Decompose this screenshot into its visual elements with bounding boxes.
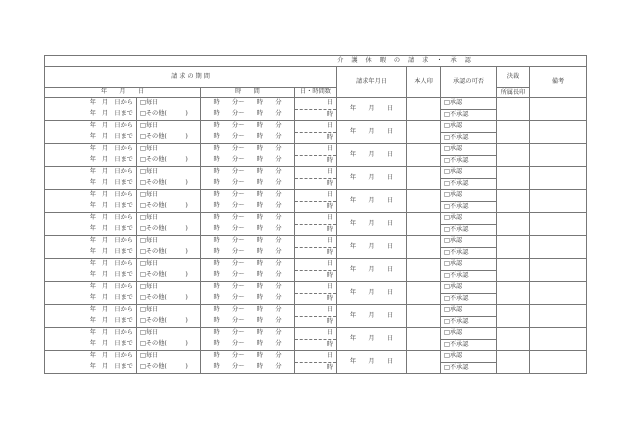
end-time-field[interactable]: 時 分〜 時 分 [201, 362, 295, 374]
remarks-header: 備考 [530, 67, 587, 98]
start-time-field[interactable]: 時 分〜 時 分 [201, 144, 295, 156]
remarks-field[interactable] [530, 328, 587, 351]
approve-checkbox[interactable]: □承認 [441, 282, 497, 294]
reject-checkbox[interactable]: □不承認 [441, 293, 497, 305]
days-field[interactable]: 日 [295, 328, 337, 340]
hours-field[interactable]: 時 [295, 178, 337, 190]
start-time-field[interactable]: 時 分〜 時 分 [201, 282, 295, 294]
seal-field[interactable] [407, 213, 441, 236]
daily-checkbox[interactable]: □毎日 [137, 305, 201, 317]
remarks-field[interactable] [530, 167, 587, 190]
end-time-field[interactable]: 時 分〜 時 分 [201, 109, 295, 121]
end-time-field[interactable]: 時 分〜 時 分 [201, 316, 295, 328]
other-checkbox[interactable]: □その他( ) [137, 109, 201, 121]
form-title: 介 護 休 暇 の 請 求 ・ 承 認 [45, 56, 587, 67]
to-date-field[interactable]: 年 月 日まで [45, 339, 137, 351]
from-date-field[interactable]: 年 月 日から [45, 190, 137, 202]
remarks-field[interactable] [530, 236, 587, 259]
table-row [45, 236, 587, 248]
from-date-field[interactable]: 年 月 日から [45, 328, 137, 340]
approve-checkbox[interactable]: □承認 [441, 305, 497, 317]
request-date-field[interactable]: 年 月 日 [337, 121, 407, 144]
days-field[interactable]: 日 [295, 121, 337, 133]
daily-checkbox[interactable]: □毎日 [137, 328, 201, 340]
reject-checkbox[interactable]: □不承認 [441, 247, 497, 259]
other-checkbox[interactable]: □その他( ) [137, 270, 201, 282]
hours-field[interactable]: 時 [295, 362, 337, 374]
seal-field[interactable] [407, 144, 441, 167]
hours-field[interactable]: 時 [295, 132, 337, 144]
other-checkbox[interactable]: □その他( ) [137, 316, 201, 328]
days-hours-header: 日・時間数 [295, 88, 337, 98]
to-date-field[interactable]: 年 月 日まで [45, 362, 137, 374]
hours-field[interactable]: 時 [295, 155, 337, 167]
start-time-field[interactable]: 時 分〜 時 分 [201, 98, 295, 110]
reject-checkbox[interactable]: □不承認 [441, 155, 497, 167]
seal-field[interactable] [407, 236, 441, 259]
seal-field[interactable] [407, 190, 441, 213]
hours-field[interactable]: 時 [295, 109, 337, 121]
days-field[interactable]: 日 [295, 144, 337, 156]
reject-checkbox[interactable]: □不承認 [441, 201, 497, 213]
end-time-field[interactable]: 時 分〜 時 分 [201, 224, 295, 236]
start-time-field[interactable]: 時 分〜 時 分 [201, 236, 295, 248]
end-time-field[interactable]: 時 分〜 時 分 [201, 339, 295, 351]
dept-head-seal-field[interactable] [497, 98, 530, 121]
end-time-field[interactable]: 時 分〜 時 分 [201, 270, 295, 282]
time-header: 時 間 [201, 88, 295, 98]
other-checkbox[interactable]: □その他( ) [137, 224, 201, 236]
dept-head-seal-field[interactable] [497, 213, 530, 236]
remarks-field[interactable] [530, 213, 587, 236]
table-row [45, 305, 587, 317]
dept-head-seal-field[interactable] [497, 328, 530, 351]
request-date-field[interactable]: 年 月 日 [337, 282, 407, 305]
dept-head-seal-header: 所属長印 [497, 88, 530, 98]
seal-field[interactable] [407, 351, 441, 374]
end-time-field[interactable]: 時 分〜 時 分 [201, 293, 295, 305]
ymd-header: 年 月 日 [45, 88, 201, 98]
daily-checkbox[interactable]: □毎日 [137, 213, 201, 225]
leave-request-form-table [44, 55, 587, 374]
approve-checkbox[interactable]: □承認 [441, 121, 497, 133]
table-row [45, 167, 587, 179]
to-date-field[interactable]: 年 月 日まで [45, 247, 137, 259]
from-date-field[interactable]: 年 月 日から [45, 98, 137, 110]
other-checkbox[interactable]: □その他( ) [137, 178, 201, 190]
reject-checkbox[interactable]: □不承認 [441, 224, 497, 236]
start-time-field[interactable]: 時 分〜 時 分 [201, 328, 295, 340]
daily-checkbox[interactable]: □毎日 [137, 236, 201, 248]
to-date-field[interactable]: 年 月 日まで [45, 201, 137, 213]
approve-checkbox[interactable]: □承認 [441, 167, 497, 179]
table-row [45, 213, 587, 225]
seal-field[interactable] [407, 328, 441, 351]
to-date-field[interactable]: 年 月 日まで [45, 155, 137, 167]
hours-field[interactable]: 時 [295, 339, 337, 351]
daily-checkbox[interactable]: □毎日 [137, 144, 201, 156]
hours-field[interactable]: 時 [295, 247, 337, 259]
start-time-field[interactable]: 時 分〜 時 分 [201, 351, 295, 363]
to-date-field[interactable]: 年 月 日まで [45, 109, 137, 121]
end-time-field[interactable]: 時 分〜 時 分 [201, 201, 295, 213]
days-field[interactable]: 日 [295, 351, 337, 363]
dept-head-seal-field[interactable] [497, 259, 530, 282]
request-date-field[interactable]: 年 月 日 [337, 144, 407, 167]
table-row [45, 259, 587, 271]
remarks-field[interactable] [530, 121, 587, 144]
daily-checkbox[interactable]: □毎日 [137, 121, 201, 133]
start-time-field[interactable]: 時 分〜 時 分 [201, 305, 295, 317]
dept-head-seal-field[interactable] [497, 121, 530, 144]
other-checkbox[interactable]: □その他( ) [137, 362, 201, 374]
to-date-field[interactable]: 年 月 日まで [45, 316, 137, 328]
dept-head-seal-field[interactable] [497, 167, 530, 190]
table-row [45, 190, 587, 202]
seal-field[interactable] [407, 98, 441, 121]
table-row [45, 328, 587, 340]
dept-head-seal-field[interactable] [497, 190, 530, 213]
daily-checkbox[interactable]: □毎日 [137, 351, 201, 363]
from-date-field[interactable]: 年 月 日から [45, 121, 137, 133]
request-date-header: 請求年月日 [337, 67, 407, 98]
dept-head-seal-field[interactable] [497, 282, 530, 305]
other-checkbox[interactable]: □その他( ) [137, 201, 201, 213]
start-time-field[interactable]: 時 分〜 時 分 [201, 213, 295, 225]
reject-checkbox[interactable]: □不承認 [441, 270, 497, 282]
approval-header: 承認の可否 [441, 67, 497, 98]
start-time-field[interactable]: 時 分〜 時 分 [201, 167, 295, 179]
days-field[interactable]: 日 [295, 236, 337, 248]
seal-field[interactable] [407, 282, 441, 305]
table-row [45, 282, 587, 294]
hours-field[interactable]: 時 [295, 270, 337, 282]
period-header: 請 求 の 期 間 [45, 67, 337, 88]
reject-checkbox[interactable]: □不承認 [441, 132, 497, 144]
from-date-field[interactable]: 年 月 日から [45, 351, 137, 363]
days-field[interactable]: 日 [295, 282, 337, 294]
other-checkbox[interactable]: □その他( ) [137, 339, 201, 351]
dept-head-seal-field[interactable] [497, 144, 530, 167]
request-date-field[interactable]: 年 月 日 [337, 328, 407, 351]
from-date-field[interactable]: 年 月 日から [45, 144, 137, 156]
seal-field[interactable] [407, 167, 441, 190]
table-row [45, 144, 587, 156]
other-checkbox[interactable]: □その他( ) [137, 293, 201, 305]
request-date-field[interactable]: 年 月 日 [337, 98, 407, 121]
remarks-field[interactable] [530, 282, 587, 305]
to-date-field[interactable]: 年 月 日まで [45, 293, 137, 305]
seal-field[interactable] [407, 121, 441, 144]
request-date-field[interactable]: 年 月 日 [337, 236, 407, 259]
remarks-field[interactable] [530, 305, 587, 328]
to-date-field[interactable]: 年 月 日まで [45, 132, 137, 144]
request-date-field[interactable]: 年 月 日 [337, 351, 407, 374]
days-field[interactable]: 日 [295, 305, 337, 317]
approve-checkbox[interactable]: □承認 [441, 351, 497, 363]
days-field[interactable]: 日 [295, 167, 337, 179]
daily-checkbox[interactable]: □毎日 [137, 282, 201, 294]
reject-checkbox[interactable]: □不承認 [441, 316, 497, 328]
request-date-field[interactable]: 年 月 日 [337, 167, 407, 190]
approve-checkbox[interactable]: □承認 [441, 144, 497, 156]
remarks-field[interactable] [530, 144, 587, 167]
end-time-field[interactable]: 時 分〜 時 分 [201, 247, 295, 259]
start-time-field[interactable]: 時 分〜 時 分 [201, 190, 295, 202]
remarks-field[interactable] [530, 351, 587, 374]
reject-checkbox[interactable]: □不承認 [441, 339, 497, 351]
table-row [45, 121, 587, 133]
days-field[interactable]: 日 [295, 98, 337, 110]
approve-checkbox[interactable]: □承認 [441, 98, 497, 110]
seal-header: 本人印 [407, 67, 441, 98]
from-date-field[interactable]: 年 月 日から [45, 282, 137, 294]
daily-checkbox[interactable]: □毎日 [137, 259, 201, 271]
to-date-field[interactable]: 年 月 日まで [45, 224, 137, 236]
other-checkbox[interactable]: □その他( ) [137, 247, 201, 259]
to-date-field[interactable]: 年 月 日まで [45, 178, 137, 190]
days-field[interactable]: 日 [295, 190, 337, 202]
from-date-field[interactable]: 年 月 日から [45, 236, 137, 248]
days-field[interactable]: 日 [295, 259, 337, 271]
remarks-field[interactable] [530, 98, 587, 121]
table-row [45, 351, 587, 363]
from-date-field[interactable]: 年 月 日から [45, 259, 137, 271]
approve-checkbox[interactable]: □承認 [441, 236, 497, 248]
from-date-field[interactable]: 年 月 日から [45, 167, 137, 179]
remarks-field[interactable] [530, 259, 587, 282]
to-date-field[interactable]: 年 月 日まで [45, 270, 137, 282]
approve-checkbox[interactable]: □承認 [441, 328, 497, 340]
daily-checkbox[interactable]: □毎日 [137, 190, 201, 202]
seal-field[interactable] [407, 259, 441, 282]
approve-checkbox[interactable]: □承認 [441, 259, 497, 271]
hours-field[interactable]: 時 [295, 316, 337, 328]
remarks-field[interactable] [530, 190, 587, 213]
decision-header: 決裁 [497, 67, 530, 88]
hours-field[interactable]: 時 [295, 293, 337, 305]
dept-head-seal-field[interactable] [497, 236, 530, 259]
dept-head-seal-field[interactable] [497, 351, 530, 374]
hours-field[interactable]: 時 [295, 224, 337, 236]
from-date-field[interactable]: 年 月 日から [45, 305, 137, 317]
daily-checkbox[interactable]: □毎日 [137, 98, 201, 110]
start-time-field[interactable]: 時 分〜 時 分 [201, 259, 295, 271]
table-row [45, 98, 587, 110]
request-date-field[interactable]: 年 月 日 [337, 213, 407, 236]
from-date-field[interactable]: 年 月 日から [45, 213, 137, 225]
approve-checkbox[interactable]: □承認 [441, 213, 497, 225]
request-date-field[interactable]: 年 月 日 [337, 305, 407, 328]
reject-checkbox[interactable]: □不承認 [441, 362, 497, 374]
request-date-field[interactable]: 年 月 日 [337, 259, 407, 282]
approve-checkbox[interactable]: □承認 [441, 190, 497, 202]
end-time-field[interactable]: 時 分〜 時 分 [201, 178, 295, 190]
other-checkbox[interactable]: □その他( ) [137, 132, 201, 144]
daily-checkbox[interactable]: □毎日 [137, 167, 201, 179]
end-time-field[interactable]: 時 分〜 時 分 [201, 155, 295, 167]
start-time-field[interactable]: 時 分〜 時 分 [201, 121, 295, 133]
days-field[interactable]: 日 [295, 213, 337, 225]
dept-head-seal-field[interactable] [497, 305, 530, 328]
request-date-field[interactable]: 年 月 日 [337, 190, 407, 213]
other-checkbox[interactable]: □その他( ) [137, 155, 201, 167]
hours-field[interactable]: 時 [295, 201, 337, 213]
end-time-field[interactable]: 時 分〜 時 分 [201, 132, 295, 144]
reject-checkbox[interactable]: □不承認 [441, 178, 497, 190]
reject-checkbox[interactable]: □不承認 [441, 109, 497, 121]
seal-field[interactable] [407, 305, 441, 328]
